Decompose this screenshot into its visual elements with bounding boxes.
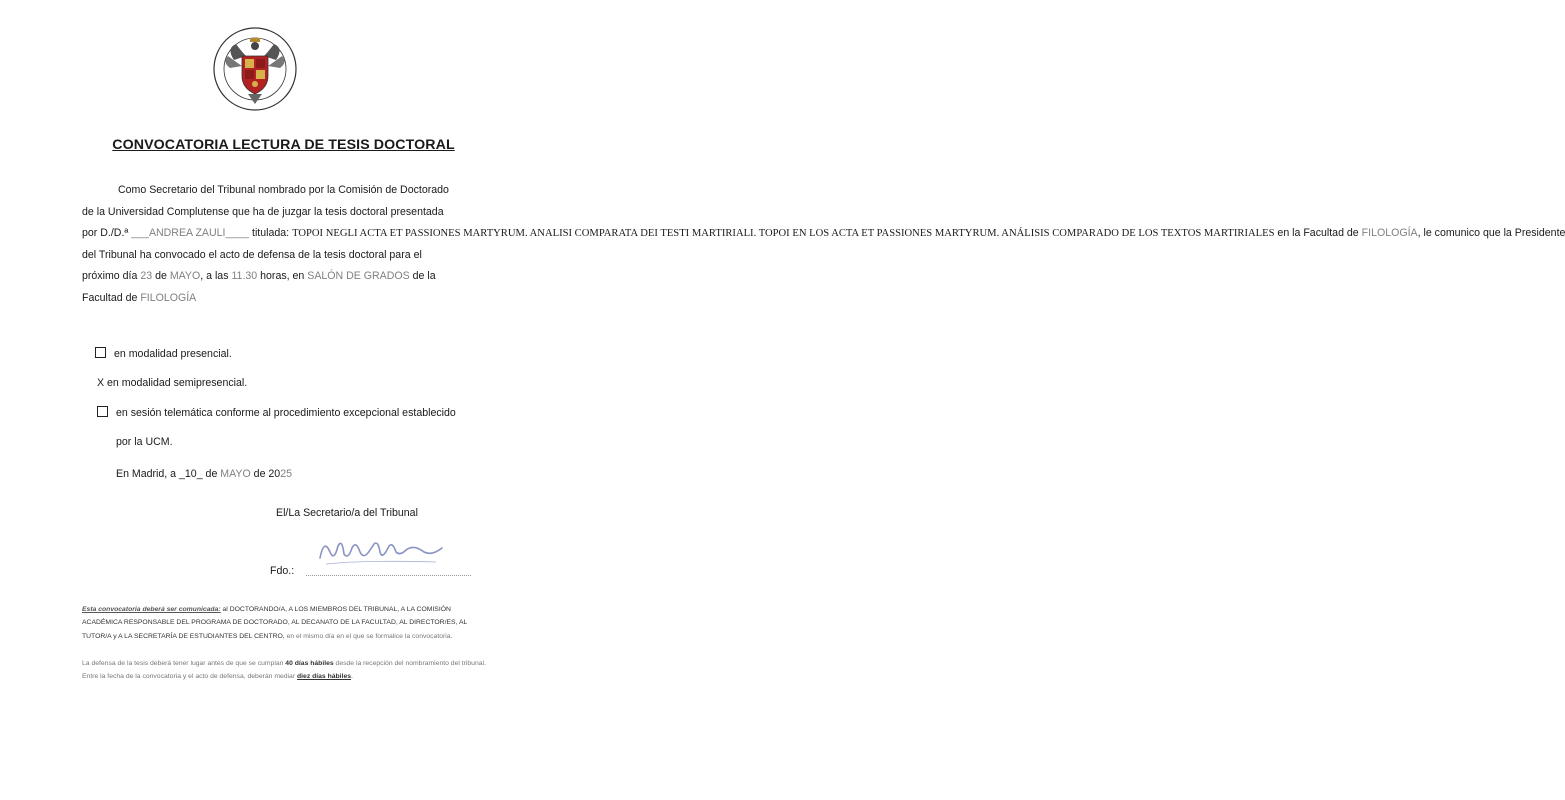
option-telematica-cont: por la UCM. — [116, 436, 173, 448]
defense-time: 11.30 — [231, 270, 258, 282]
body-line-4-end: , le comunico que la Presidente — [1417, 227, 1565, 239]
body-line-3-start: por D./D.ª — [82, 227, 129, 239]
option-telematica-label: en sesión telemática conforme al procedimiento excepcional establecido — [116, 407, 456, 419]
footer-lead: Esta convocatoria deberá ser comunicada: — [82, 606, 221, 613]
footer-deadline-mid: desde la recepción del nombramiento del tribunal. Entre la fecha de la convocatoria y el acto de defensa, deberán mediar — [82, 660, 486, 681]
date-line — [116, 468, 292, 480]
body-line-4-start: en la Facultad de — [1277, 227, 1359, 239]
body-line-2: de la Universidad Complutense que ha de juzgar la tesis doctoral presentada — [82, 205, 444, 218]
date-de: de — [205, 468, 218, 480]
signature-line — [306, 575, 471, 576]
footer-timing: en el mismo día en el que se formalice la convocatoria. — [286, 632, 453, 640]
footer-end: . — [351, 673, 353, 681]
option-semipresencial-label: en modalidad semipresencial. — [107, 377, 248, 389]
footer-recipients: al DOCTORANDO/A, A LOS MIEMBROS DEL TRIBUNAL, A LA COMISIÓN ACADÉMICA RESPONSABLE DEL PROGRAMA DE DOCTORADO, AL DECANATO DE LA FACULTAD, AL DIRECTOR/ES, AL TUTOR/A y A LA SECRETARÍA DE ESTUDIANTES DEL CENTRO, — [82, 606, 468, 640]
body-line-5: del Tribunal ha convocado el acto de defensa de la tesis doctoral para el — [82, 248, 422, 261]
option-semipresencial[interactable] — [97, 377, 247, 389]
body-line-6-end: de la — [412, 270, 436, 282]
defense-month: MAYO — [169, 270, 201, 282]
handwritten-signature — [316, 530, 446, 570]
body-paragraph — [82, 180, 1565, 309]
body-line-7-start: Facultad de — [82, 291, 138, 304]
date-month: MAYO — [220, 468, 251, 480]
body-line-3-label: titulada: — [252, 227, 290, 239]
seal-logo — [212, 26, 298, 112]
option-presencial[interactable] — [95, 347, 232, 360]
checkbox-telematica[interactable] — [97, 406, 108, 417]
document-title: CONVOCATORIA LECTURA DE TESIS DOCTORAL — [112, 137, 455, 153]
date-prefix: En Madrid, a — [116, 468, 177, 480]
thesis-title: TOPOI NEGLI ACTA ET PASSIONES MARTYRUM. ANALISI COMPARATA DEI TESTI MARTIRIALI. TOPOI EN LOS ACTA ET PASSIONES MARTYRUM. ANÁLISIS COMPARADO DE LOS TEXTOS MARTIRIALES — [292, 228, 1275, 239]
body-line-1: Como Secretario del Tribunal nombrado por la Comisión de Doctorado — [118, 184, 449, 196]
defense-place: SALÓN DE GRADOS — [307, 270, 410, 282]
footer-note-1 — [82, 603, 492, 643]
faculty-name-2: FILOLOGÍA — [140, 291, 197, 304]
body-line-6-start: próximo día — [82, 270, 138, 282]
date-day: _10_ — [179, 468, 203, 480]
footer-min-days: diez días hábiles — [297, 673, 352, 681]
date-year: 25 — [280, 468, 292, 480]
option-presencial-label: en modalidad presencial. — [114, 348, 232, 360]
body-line-6-place-label: horas, en — [260, 270, 305, 282]
footer-deadline-start: La defensa de la tesis deberá tener lugar antes de que se cumplan — [82, 660, 284, 667]
date-year-prefix: de 20 — [253, 468, 281, 480]
body-line-6-de: de — [155, 270, 167, 282]
footer-deadline-days: 40 días hábiles — [285, 660, 334, 667]
option-telematica[interactable] — [97, 406, 456, 419]
candidate-name: ___ANDREA ZAULI____ — [131, 227, 250, 239]
checkbox-semipresencial-mark[interactable]: X — [97, 377, 105, 389]
signature-role: El/La Secretario/a del Tribunal — [276, 507, 418, 519]
signature-fdo: Fdo.: — [270, 565, 295, 577]
defense-day: 23 — [140, 270, 153, 282]
footer-note-2 — [82, 657, 492, 684]
faculty-name: FILOLOGÍA — [1361, 227, 1418, 239]
checkbox-presencial[interactable] — [95, 347, 106, 358]
body-line-6-time-label: , a las — [200, 270, 229, 282]
